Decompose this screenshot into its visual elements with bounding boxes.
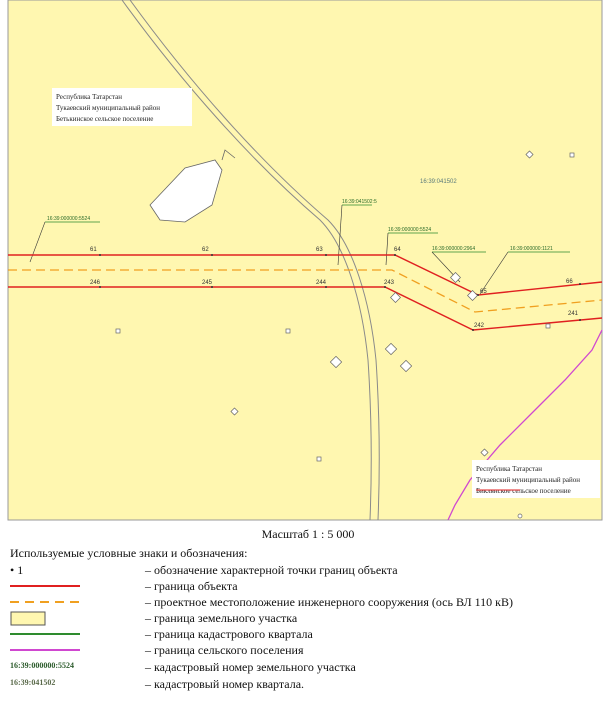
magenta-line-swatch xyxy=(10,643,80,657)
red-line-swatch xyxy=(10,579,80,593)
legend-item-land-plot: – граница земельного участка xyxy=(10,611,610,627)
svg-text:Бетькинское сельское поселение: Бетькинское сельское поселение xyxy=(56,115,154,123)
svg-text:246: 246 xyxy=(90,280,101,286)
legend-item-axis: – проектное местоположение инженерного сооружения (ось ВЛ 110 кВ) xyxy=(10,595,610,611)
svg-text:63: 63 xyxy=(316,247,323,253)
dashed-orange-swatch xyxy=(10,595,80,609)
svg-text:243: 243 xyxy=(384,280,395,286)
green-line-swatch xyxy=(10,627,80,641)
map-scale: Масштаб 1 : 5 000 xyxy=(261,527,355,541)
legend-item-cadastral-number: 16:39:000000:5524 – кадастровый номер земельного участка xyxy=(10,660,356,674)
svg-text:16:39:041502:5: 16:39:041502:5 xyxy=(342,199,377,205)
svg-text:62: 62 xyxy=(202,247,209,253)
legend-item-point: • 1 – обозначение характерной точки границ объекта xyxy=(10,563,398,577)
svg-text:Республика Татарстан: Республика Татарстан xyxy=(476,465,543,473)
quarter-label: 16:39:041502 xyxy=(420,179,457,185)
svg-text:245: 245 xyxy=(202,280,213,286)
legend-item-quarter-number: 16:39:041502 – кадастровый номер квартала. xyxy=(10,677,305,691)
land-plot-area xyxy=(8,0,602,520)
svg-text:244: 244 xyxy=(316,280,327,286)
svg-text:64: 64 xyxy=(394,247,401,253)
region-label-bottom xyxy=(472,460,600,498)
region-label-top xyxy=(52,88,192,126)
legend-item-quarter-boundary: – граница кадастрового квартала xyxy=(10,627,610,643)
svg-text:16:39:000000:5524: 16:39:000000:5524 xyxy=(388,227,432,233)
legend-item-settlement-boundary: – граница сельского поселения xyxy=(10,643,610,659)
svg-text:Тукаевский муниципальный район: Тукаевский муниципальный район xyxy=(56,104,161,112)
yellow-plot-swatch xyxy=(10,611,80,625)
svg-text:Республика Татарстан: Республика Татарстан xyxy=(56,93,123,101)
svg-text:16:39:000000:2964: 16:39:000000:2964 xyxy=(432,246,476,252)
svg-text:Биклянское сельское поселение: Биклянское сельское поселение xyxy=(476,487,571,495)
svg-text:242: 242 xyxy=(474,323,485,329)
svg-text:16:39:000000:1121: 16:39:000000:1121 xyxy=(510,246,553,252)
svg-text:65: 65 xyxy=(480,289,487,295)
svg-text:Тукаевский муниципальный район: Тукаевский муниципальный район xyxy=(476,476,581,484)
svg-text:16:39:000000:5524: 16:39:000000:5524 xyxy=(47,216,91,222)
svg-text:61: 61 xyxy=(90,247,97,253)
legend-title: Используемые условные знаки и обозначения: xyxy=(10,546,248,560)
legend-item-object-boundary: – граница объекта xyxy=(10,579,610,595)
svg-text:66: 66 xyxy=(566,279,573,285)
svg-text:241: 241 xyxy=(568,311,579,317)
